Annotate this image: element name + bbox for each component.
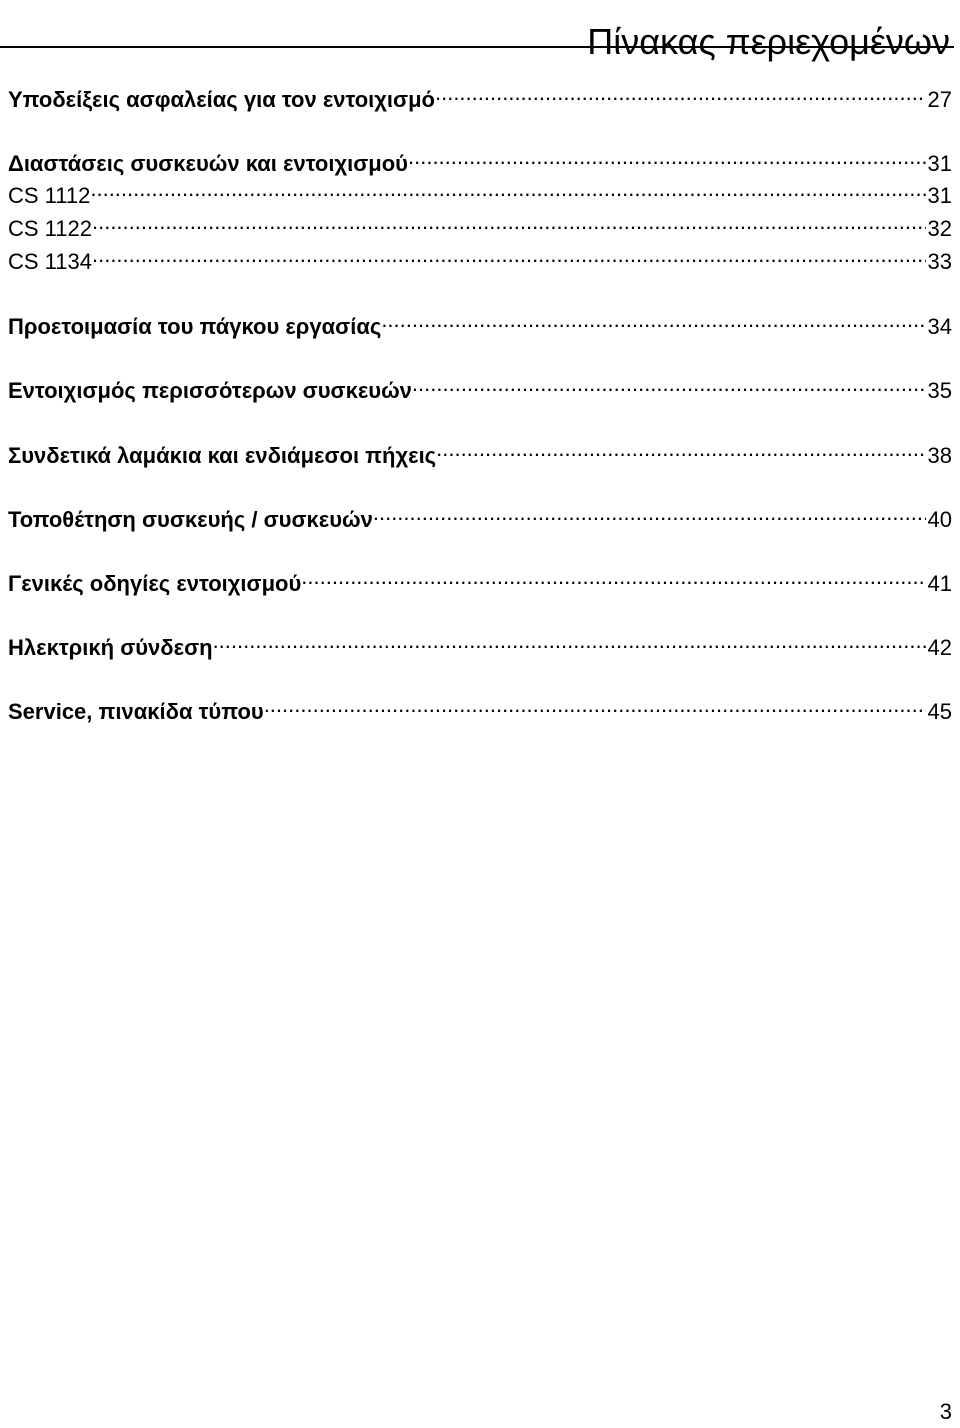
toc-entry-page: 35	[927, 378, 952, 403]
toc-entry-cs1134[interactable]	[8, 241, 952, 274]
toc-dot-leader	[301, 563, 925, 591]
toc-entry-cs1122[interactable]	[8, 208, 952, 241]
toc-entry-installation[interactable]	[8, 499, 952, 532]
toc-entry-label: Γενικές οδηγίες εντοιχισμού	[8, 571, 302, 596]
toc-entry-connecting-strips[interactable]	[8, 435, 952, 468]
toc-entry-label: Τοποθέτηση συσκευής / συσκευών	[8, 507, 373, 532]
toc-entry-page: 38	[927, 443, 952, 468]
toc-entry-label: Συνδετικά λαμάκια και ενδιάμεσοι πήχεις	[8, 443, 437, 468]
toc-entry-page: 34	[927, 314, 952, 339]
toc-entry-label: Υποδείξεις ασφαλείας για τον εντοιχισμό	[8, 87, 435, 112]
toc-entry-multiple-appliances[interactable]	[8, 370, 952, 403]
toc-entry-page: 40	[927, 507, 952, 532]
toc-entry-label: CS 1134	[8, 249, 92, 274]
toc-entry-label: CS 1122	[8, 216, 92, 241]
toc-entry-page: 45	[927, 699, 952, 724]
toc-entry-general-instructions[interactable]	[8, 563, 952, 596]
toc-entry-page: 32	[927, 216, 952, 241]
toc-dot-leader	[373, 499, 926, 527]
toc-entry-label: Διαστάσεις συσκευών και εντοιχισμού	[8, 151, 408, 176]
toc-entry-page: 41	[927, 571, 952, 596]
toc-entry-label: Προετοιμασία του πάγκου εργασίας	[8, 314, 382, 339]
toc-dot-leader	[381, 306, 925, 334]
toc-dot-leader	[408, 143, 926, 171]
page-title: Πίνακας περιεχομένων	[587, 21, 950, 63]
toc-dot-leader	[436, 435, 925, 463]
toc-entry-page: 33	[927, 249, 952, 274]
toc-dot-leader	[412, 370, 926, 398]
toc-dot-leader	[435, 79, 926, 107]
toc-entry-cs1112[interactable]	[8, 175, 952, 208]
toc-dot-leader	[90, 175, 925, 203]
toc-entry-label: Ηλεκτρική σύνδεση	[8, 635, 213, 660]
toc-entry-label: Service, πινακίδα τύπου	[8, 699, 264, 724]
toc-entry-electrical[interactable]	[8, 627, 952, 660]
toc-entry-page: 42	[927, 635, 952, 660]
toc-entry-label: Εντοιχισμός περισσότερων συσκευών	[8, 378, 412, 403]
toc-entry-worktop[interactable]	[8, 306, 952, 339]
toc-entry-page: 31	[927, 151, 952, 176]
toc-entry-dimensions[interactable]	[8, 143, 952, 176]
toc-entry-safety[interactable]	[8, 79, 952, 112]
page-header	[0, 0, 954, 63]
toc-entry-service[interactable]	[8, 691, 952, 724]
toc-dot-leader	[92, 208, 926, 236]
toc-dot-leader	[92, 241, 926, 269]
toc-entry-page: 27	[927, 87, 952, 112]
toc-entry-page: 31	[927, 183, 952, 208]
toc-entry-label: CS 1112	[8, 183, 91, 208]
toc-dot-leader	[264, 691, 926, 719]
toc-dot-leader	[213, 627, 926, 655]
page-number: 3	[939, 1399, 952, 1424]
